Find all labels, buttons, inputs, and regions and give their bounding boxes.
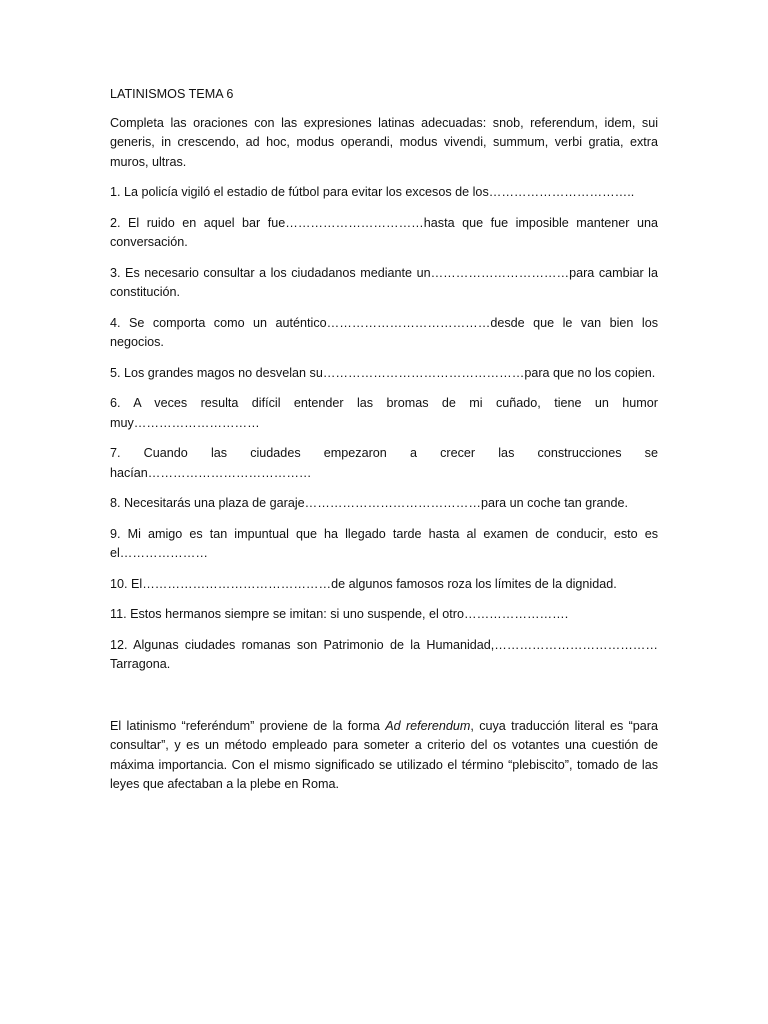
document-title: LATINISMOS TEMA 6 <box>110 87 234 101</box>
question-8: 8. Necesitarás una plaza de garaje……………………………………para un coche tan grande. <box>110 496 628 510</box>
note-text-end: , cuya traducción literal es “para consultar”, y es un método empleado para someter a criterio del os votantes una cuestión de máxima importancia. Con el mismo significado se utilizado el término “plebiscito”, tomado de las leyes que afectaban a la plebe en Roma. <box>110 718 659 791</box>
note-italic-term: Ad referendum <box>385 718 471 733</box>
document-body <box>110 85 658 806</box>
question-6: 6. A veces resulta difícil entender las bromas de mi cuñado, tiene un humor muy………………………… <box>110 396 658 430</box>
question-5: 5. Los grandes magos no desvelan su…………………………………………para que no los copien. <box>110 365 656 380</box>
question-2: 2. El ruido en aquel bar fue……………………………hasta que fue imposible mantener una conversación. <box>110 215 658 249</box>
question-7: 7. Cuando las ciudades empezaron a crecer las construcciones se hacían………………………………… <box>110 446 658 480</box>
question-10: 10. El………………………………………de algunos famosos roza los límites de la dignidad. <box>110 576 617 591</box>
question-11: 11. Estos hermanos siempre se imitan: si uno suspende, el otro……………………. <box>110 607 569 621</box>
question-12: 12. Algunas ciudades romanas son Patrimonio de la Humanidad,………………………………… Tarragona. <box>110 637 658 671</box>
question-1: 1. La policía vigiló el estadio de fútbol para evitar los excesos de los…………………………….. <box>110 185 635 199</box>
question-4: 4. Se comporta como un auténtico…………………………………desde que le van bien los negocios. <box>110 315 658 349</box>
instructions-paragraph: Completa las oraciones con las expresiones latinas adecuadas: snob, referendum, idem, sui generis, in crescendo, ad hoc, modus operandi, modus vivendi, summum, verbi gratia, extra muros, ultras. <box>110 115 658 169</box>
question-9: 9. Mi amigo es tan impuntual que ha llegado tarde hasta al examen de conducir, esto es el………………… <box>110 526 658 560</box>
question-3: 3. Es necesario consultar a los ciudadanos mediante un……………………………para cambiar la constitución. <box>110 265 658 299</box>
note-paragraph <box>110 717 658 795</box>
note-text-start: El latinismo “referéndum” proviene de la forma <box>110 718 386 733</box>
